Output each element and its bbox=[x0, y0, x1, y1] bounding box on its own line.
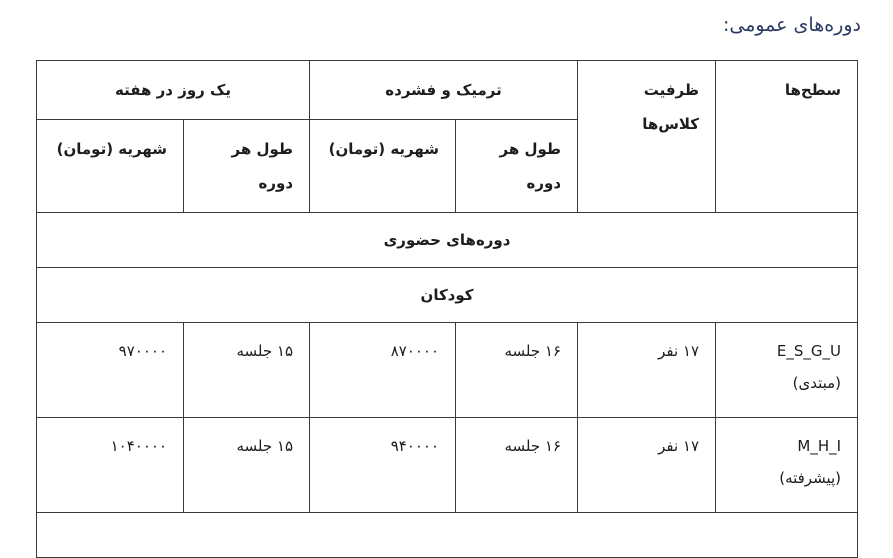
header-intensive-group: ترمیک و فشرده bbox=[310, 61, 578, 120]
category-row-label: کودکان bbox=[37, 268, 858, 323]
empty-cell bbox=[37, 513, 858, 558]
weekly-duration-cell: ۱۵ جلسه bbox=[184, 418, 310, 513]
header-weekly-tuition: شهریه (تومان) bbox=[37, 120, 184, 213]
weekly-duration-cell: ۱۵ جلسه bbox=[184, 323, 310, 418]
table-row bbox=[37, 418, 858, 513]
courses-table bbox=[36, 60, 858, 558]
intensive-price-cell: ۹۴۰۰۰۰ bbox=[310, 418, 456, 513]
level-name: (پیشرفته) bbox=[779, 469, 842, 487]
section-title: دوره‌های عمومی: bbox=[722, 14, 861, 36]
weekly-price-cell: ۹۷۰۰۰۰ bbox=[37, 323, 184, 418]
table-row bbox=[37, 323, 858, 418]
level-cell bbox=[716, 323, 858, 418]
level-cell bbox=[716, 418, 858, 513]
table-row-empty bbox=[37, 513, 858, 558]
header-intensive-tuition: شهریه (تومان) bbox=[310, 120, 456, 213]
intensive-duration-cell: ۱۶ جلسه bbox=[456, 323, 578, 418]
intensive-duration-cell: ۱۶ جلسه bbox=[456, 418, 578, 513]
intensive-price-cell: ۸۷۰۰۰۰ bbox=[310, 323, 456, 418]
weekly-price-cell: ۱۰۴۰۰۰۰ bbox=[37, 418, 184, 513]
header-weekly-duration: طول هر دوره bbox=[184, 120, 310, 213]
section-row bbox=[37, 213, 858, 268]
category-row bbox=[37, 268, 858, 323]
level-name: (مبتدی) bbox=[792, 374, 842, 392]
capacity-cell: ۱۷ نفر bbox=[578, 323, 716, 418]
header-levels: سطح‌ها bbox=[716, 61, 858, 213]
capacity-cell: ۱۷ نفر bbox=[578, 418, 716, 513]
header-weekly-group: یک روز در هفته bbox=[37, 61, 310, 120]
header-capacity: ظرفیت کلاس‌ها bbox=[578, 61, 716, 213]
level-code: M_H_I bbox=[797, 437, 842, 455]
header-row-1 bbox=[37, 61, 858, 120]
header-intensive-duration: طول هر دوره bbox=[456, 120, 578, 213]
section-row-label: دوره‌های حضوری bbox=[37, 213, 858, 268]
level-code: E_S_G_U bbox=[776, 342, 842, 360]
